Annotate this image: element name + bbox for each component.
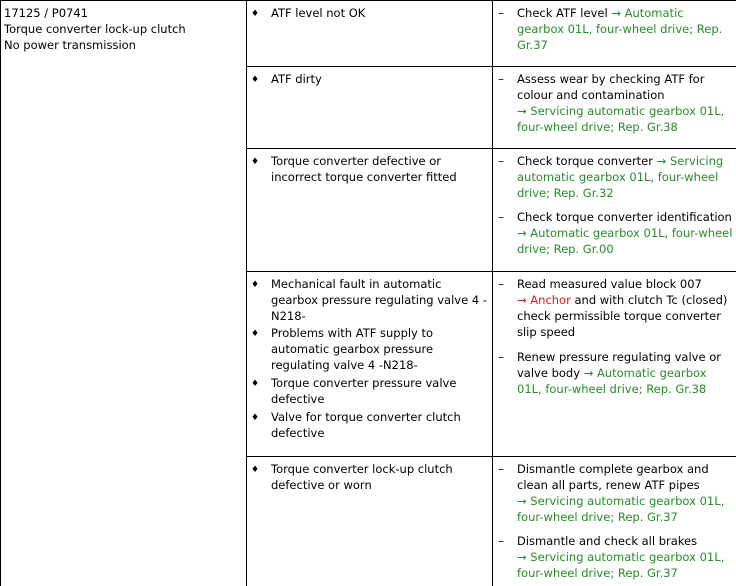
table-border (246, 148, 736, 149)
bullet-icon: ♦ (250, 413, 260, 423)
action-line (517, 493, 724, 509)
action-line (517, 292, 727, 308)
dash-icon: – (498, 277, 504, 291)
action-line (517, 549, 724, 565)
bullet-icon: ♦ (250, 75, 260, 85)
cause-text: ATF level not OK (271, 6, 366, 20)
action-line (517, 509, 678, 525)
bullet-icon: ♦ (250, 9, 260, 19)
reference-link[interactable]: Gr.37 (517, 38, 548, 52)
dash-icon: – (498, 534, 504, 548)
dash-icon: – (498, 350, 504, 364)
reference-link[interactable]: gearbox 01L, four-wheel drive; Rep. (517, 22, 723, 36)
action-line (517, 461, 709, 477)
dash-icon: – (498, 72, 504, 86)
bullet-icon: ♦ (250, 280, 260, 290)
bullet-icon: ♦ (250, 465, 260, 475)
action-text: Check ATF level (517, 6, 612, 20)
bullet-icon: ♦ (250, 379, 260, 389)
action-line (517, 241, 614, 257)
action-line (517, 119, 678, 135)
dash-icon: – (498, 6, 504, 20)
table-border (0, 0, 736, 1)
cause-text: ATF dirty (271, 72, 322, 86)
reference-link[interactable]: → Servicing automatic gearbox 01L, (517, 550, 725, 564)
reference-link[interactable]: four-wheel drive; Rep. Gr.37 (517, 510, 678, 524)
table-border (246, 271, 736, 272)
action-line (517, 21, 722, 37)
action-text: clean all parts, renew ATF pipes (517, 478, 700, 492)
reference-link[interactable]: → Anchor (517, 293, 571, 307)
action-line (517, 365, 707, 381)
action-line (517, 276, 702, 292)
cause-text: Valve for torque converter clutch (271, 410, 461, 424)
cause-text: Torque converter lock-up clutch (271, 462, 453, 476)
action-text: and with clutch Tc (closed) (570, 293, 728, 307)
cause-text: N218- (271, 309, 306, 323)
action-line (517, 308, 721, 324)
action-line (517, 153, 723, 169)
action-line (517, 103, 724, 119)
cause-text: Problems with ATF supply to (271, 326, 434, 340)
cause-text: Torque converter pressure valve (271, 376, 457, 390)
action-text: colour and contamination (517, 88, 665, 102)
action-text: slip speed (517, 325, 576, 339)
action-line (517, 37, 548, 53)
action-line (517, 87, 665, 103)
action-text: Check torque converter (517, 154, 657, 168)
cause-text: defective or worn (271, 478, 372, 492)
cause-text: defective (271, 426, 325, 440)
cause-text: automatic gearbox pressure (271, 342, 434, 356)
reference-link[interactable]: drive; Rep. Gr.32 (517, 186, 614, 200)
cause-text: Torque converter defective or (271, 154, 442, 168)
reference-link[interactable]: → Servicing automatic gearbox 01L, (517, 104, 725, 118)
fault-description: Torque converter lock-up clutch (4, 22, 186, 36)
table-border (0, 0, 1, 586)
cause-text: regulating valve 4 -N218- (271, 358, 418, 372)
cause-text: Mechanical fault in automatic (271, 277, 442, 291)
action-line (517, 324, 575, 340)
reference-link[interactable]: four-wheel drive; Rep. Gr.38 (517, 120, 678, 134)
cause-text: gearbox pressure regulating valve 4 - (271, 293, 487, 307)
reference-link[interactable]: → Automatic gearbox (583, 366, 707, 380)
dash-icon: – (498, 154, 504, 168)
dash-icon: – (498, 210, 504, 224)
action-line (517, 209, 732, 225)
reference-link[interactable]: 01L, four-wheel drive; Rep. Gr.38 (517, 382, 707, 396)
action-line (517, 533, 697, 549)
fault-code: 17125 / P0741 (4, 6, 88, 20)
table-border (246, 66, 736, 67)
bullet-icon: ♦ (250, 329, 260, 339)
reference-link[interactable]: drive; Rep. Gr.00 (517, 242, 614, 256)
cause-text: incorrect torque converter fitted (271, 170, 457, 184)
reference-link[interactable]: automatic gearbox 01L, four-wheel (517, 170, 719, 184)
reference-link[interactable]: → Servicing (656, 154, 724, 168)
action-line (517, 169, 718, 185)
reference-link[interactable]: → Automatic (611, 6, 684, 20)
action-line (517, 477, 700, 493)
cause-text: defective (271, 392, 325, 406)
dash-icon: – (498, 462, 504, 476)
reference-link[interactable]: → Servicing automatic gearbox 01L, (517, 494, 725, 508)
action-text: Dismantle complete gearbox and (517, 462, 709, 476)
action-line (517, 225, 732, 241)
action-text: Renew pressure regulating valve or (517, 350, 721, 364)
action-text: Dismantle and check all brakes (517, 534, 698, 548)
action-line (517, 185, 614, 201)
action-text: Assess wear by checking ATF for (517, 72, 705, 86)
action-text: Read measured value block 007 (517, 277, 702, 291)
table-border (246, 0, 247, 586)
action-line (517, 565, 678, 581)
action-line (517, 381, 706, 397)
action-line (517, 5, 684, 21)
table-border (246, 456, 736, 457)
action-line (517, 71, 704, 87)
table-border (492, 0, 493, 586)
reference-link[interactable]: four-wheel drive; Rep. Gr.37 (517, 566, 678, 580)
bullet-icon: ♦ (250, 157, 260, 167)
action-text: valve body (517, 366, 584, 380)
action-text: check permissible torque converter (517, 309, 721, 323)
action-text: Check torque converter identification (517, 210, 732, 224)
action-line (517, 349, 721, 365)
fault-effect: No power transmission (4, 38, 136, 52)
reference-link[interactable]: → Automatic gearbox 01L, four-wheel (517, 226, 733, 240)
